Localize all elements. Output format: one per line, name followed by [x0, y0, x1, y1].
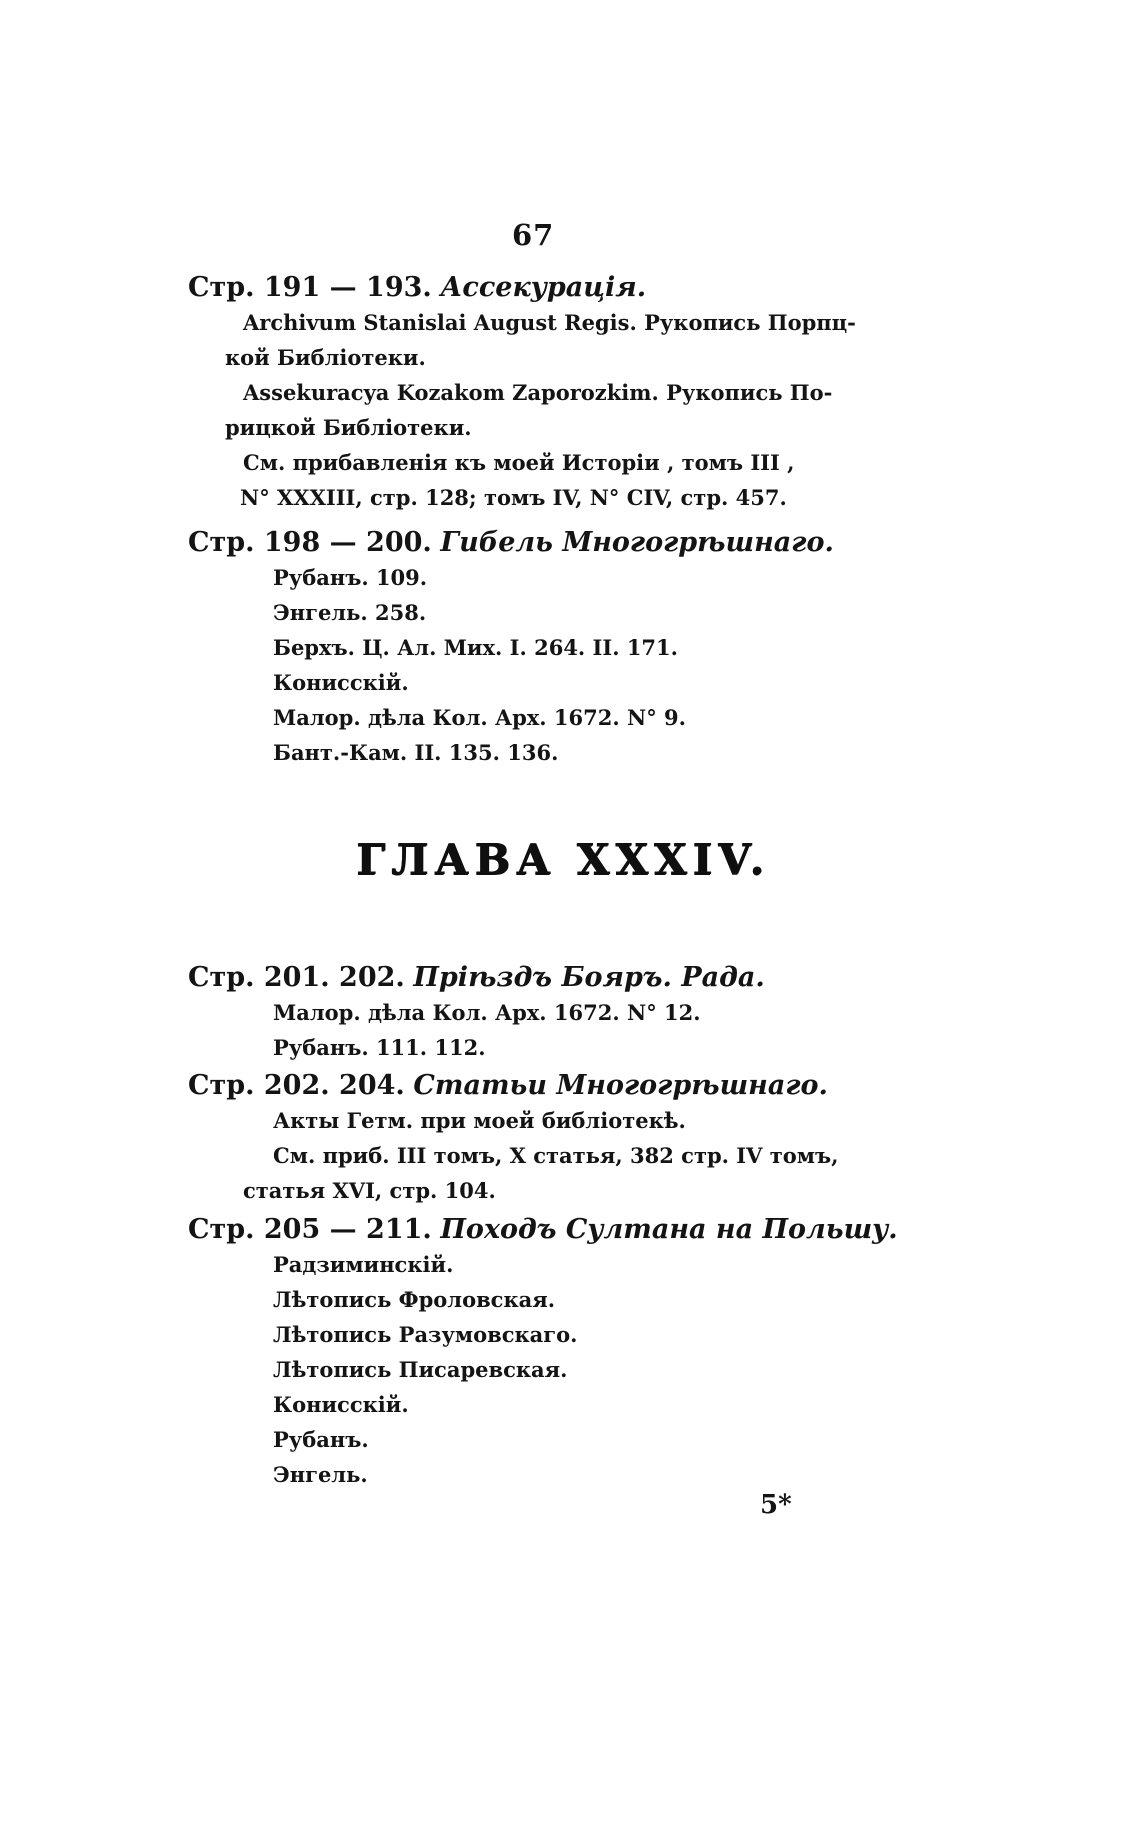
- page-reference: Стр. 198 — 200.: [188, 527, 432, 558]
- entry-heading: [188, 270, 948, 305]
- page-reference: Стр. 201. 202.: [188, 962, 405, 993]
- source-line: Рубанъ.: [273, 1427, 369, 1452]
- source-line: Лѣтопись Разумовскаго.: [273, 1322, 578, 1347]
- source-line: Малор. дѣла Кол. Арх. 1672. N° 12.: [273, 1000, 701, 1025]
- source-line: Энгель. 258.: [273, 600, 427, 625]
- entry-title: Гибель Многогрѣшнаго.: [440, 527, 834, 558]
- source-line: Лѣтопись Писаревская.: [273, 1357, 568, 1382]
- source-line: Лѣтопись Фроловская.: [273, 1287, 556, 1312]
- source-line: N° XXXIII, стр. 128; томъ IV, N° CIV, стр. 457.: [240, 485, 787, 510]
- page-reference: Стр. 205 — 211.: [188, 1214, 432, 1245]
- source-line: Archivum Stanislai August Regis. Рукопись Порпц-: [243, 310, 856, 335]
- page-reference: Стр. 202. 204.: [188, 1070, 405, 1101]
- entry-title: Статьи Многогрѣшнаго.: [413, 1070, 828, 1101]
- entry-title: Ассекурація.: [440, 272, 647, 303]
- page-number: 67: [512, 218, 555, 252]
- source-line: Assekuracya Kozakom Zaporozkim. Рукопись По-: [243, 380, 833, 405]
- entry-title: Пріѣздъ Бояръ. Рада.: [413, 962, 765, 993]
- entry-heading: [188, 1068, 948, 1103]
- source-line: Акты Гетм. при моей библіотекѣ.: [273, 1108, 686, 1133]
- source-line: Энгель.: [273, 1462, 368, 1487]
- entry-heading: [188, 525, 948, 560]
- source-line: Рубанъ. 111. 112.: [273, 1035, 486, 1060]
- chapter-heading: ГЛАВА XXXIV.: [356, 835, 770, 884]
- source-line: См. прибавленія къ моей Исторіи , томъ III ,: [243, 450, 795, 475]
- entry-section-4: [188, 1068, 948, 1208]
- source-line: Радзиминскій.: [273, 1252, 454, 1277]
- entry-heading: [188, 1212, 948, 1247]
- entry-section-1: [188, 270, 948, 515]
- entry-section-3: [188, 960, 948, 1065]
- source-line: Конисскій.: [273, 670, 409, 695]
- entry-section-5: [188, 1212, 948, 1492]
- source-line: См. приб. III томъ, X статья, 382 стр. IV томъ,: [273, 1143, 839, 1168]
- source-line: Конисскій.: [273, 1392, 409, 1417]
- page-reference: Стр. 191 — 193.: [188, 272, 432, 303]
- source-line: рицкой Библіотеки.: [225, 415, 472, 440]
- source-line: Малор. дѣла Кол. Арх. 1672. N° 9.: [273, 705, 686, 730]
- source-line: Берхъ. Ц. Ал. Мих. I. 264. II. 171.: [273, 635, 678, 660]
- source-line: Рубанъ. 109.: [273, 565, 428, 590]
- entry-section-2: [188, 525, 948, 770]
- source-line: статья XVI, стр. 104.: [243, 1178, 496, 1203]
- source-line: кой Библіотеки.: [225, 345, 426, 370]
- entry-title: Походъ Султана на Польшу.: [440, 1214, 898, 1245]
- signature-mark: 5*: [760, 1490, 792, 1520]
- source-line: Бант.-Кам. II. 135. 136.: [273, 740, 559, 765]
- entry-heading: [188, 960, 948, 995]
